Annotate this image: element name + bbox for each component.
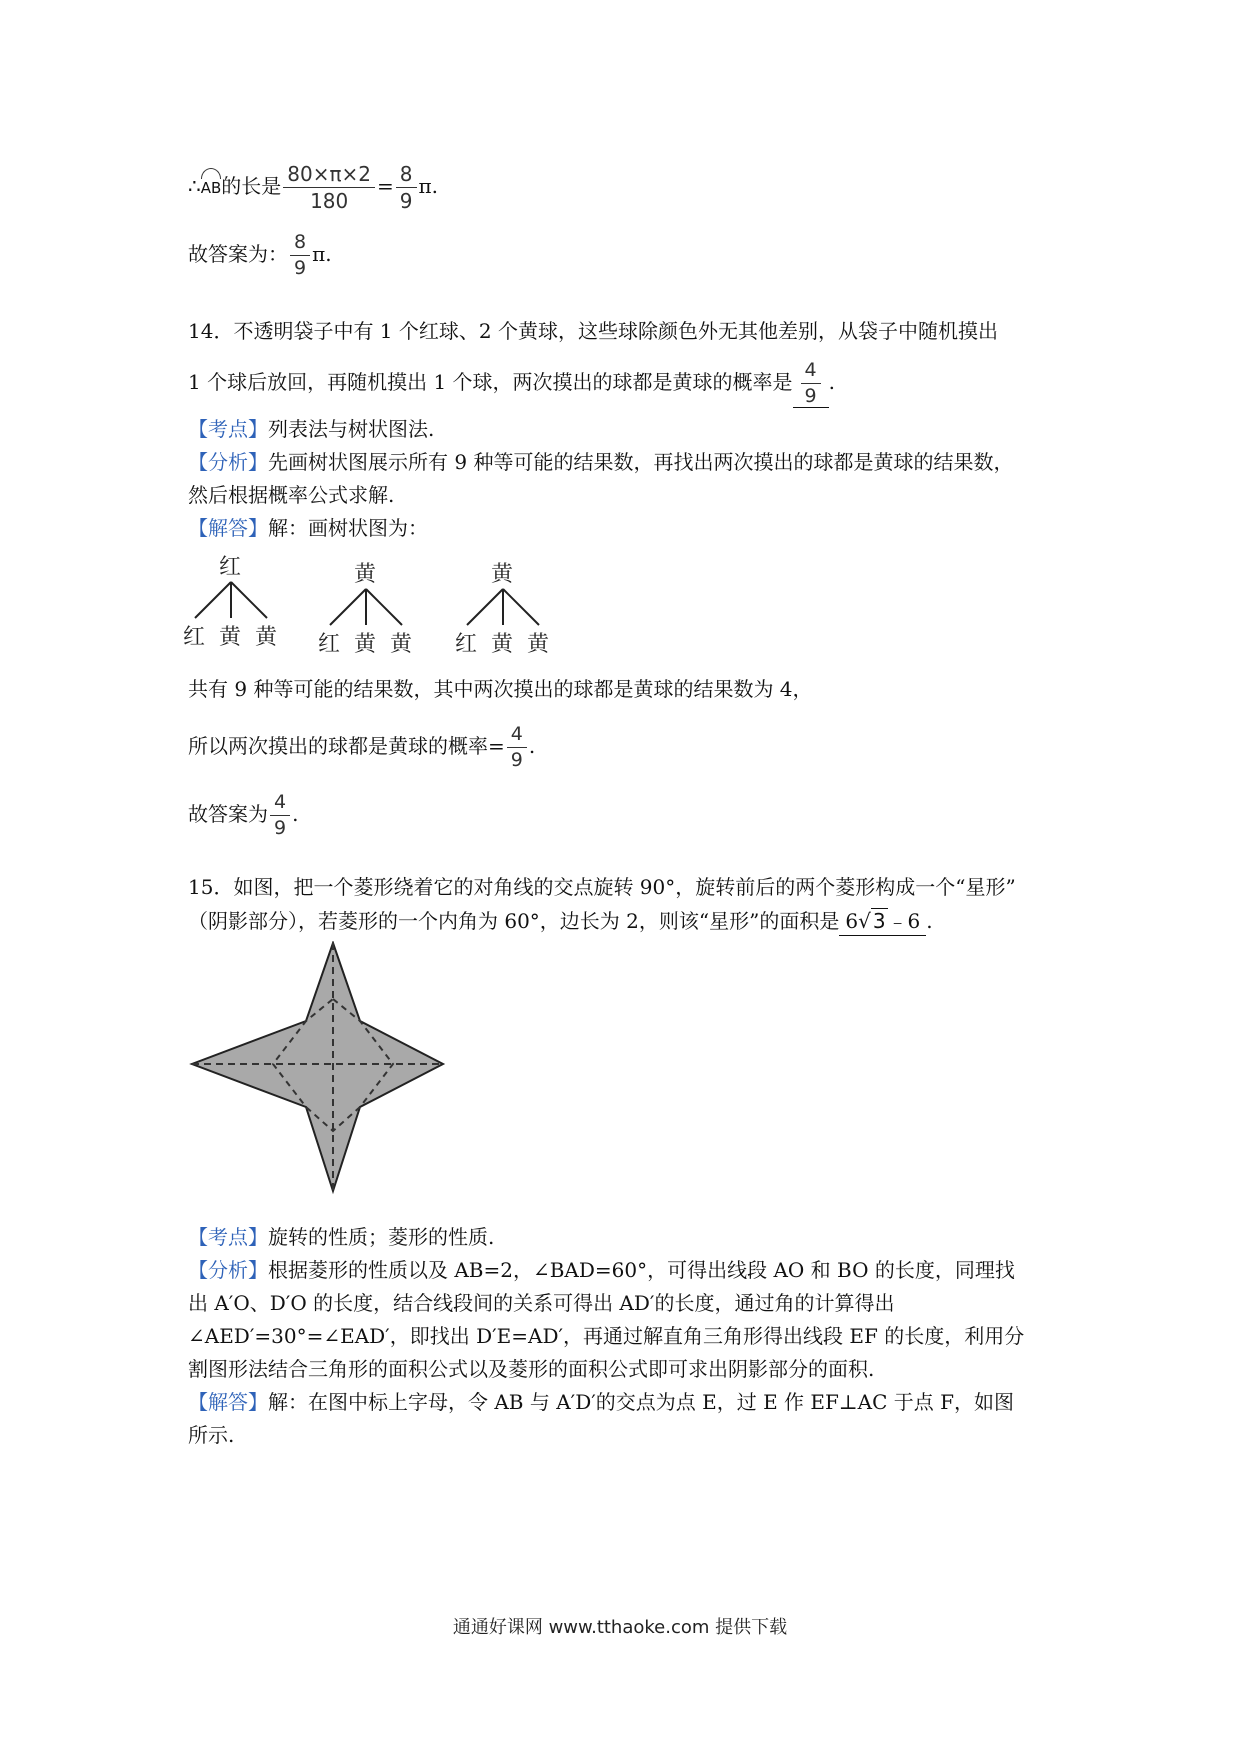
q15-fenxi xyxy=(188,1256,1015,1284)
prev-answer-line xyxy=(188,232,332,279)
q15-fenxi-cont1: 出 A′O、D′O 的长度，结合线段间的关系可得出 AD′的长度，通过角的计算得出 xyxy=(188,1291,895,1315)
jieda-text: 解：在图中标上字母，令 AB 与 A′D′的交点为点 E，过 E 作 EF⊥AC 于点 F，如图 xyxy=(268,1390,1015,1414)
tree-leaf: 黄 xyxy=(491,632,514,657)
page-footer: 通通好课网 www.tthaoke.com 提供下载 xyxy=(452,1617,788,1638)
fenxi-text: 根据菱形的性质以及 AB=2，∠BAD=60°，可得出线段 AO 和 BO 的长度，同理找 xyxy=(268,1258,1015,1282)
kaodian-text: 旋转的性质；菱形的性质. xyxy=(268,1225,495,1249)
q14-jieda xyxy=(188,514,428,542)
q15-jieda-cont: 所示. xyxy=(188,1423,235,1447)
probability-period: . xyxy=(528,734,536,758)
probability-text: 所以两次摸出的球都是黄球的概率= xyxy=(188,734,505,758)
q15-jieda xyxy=(188,1388,1014,1416)
fraction-numerator: 80×π×2 xyxy=(283,163,375,188)
q14-kaodian xyxy=(188,415,434,443)
arc-length-line xyxy=(188,163,438,212)
tree-leaf: 红 xyxy=(455,632,478,657)
q15-stem-text: （阴影部分），若菱形的一个内角为 60°，边长为 2，则该“星形”的面积是 xyxy=(188,909,840,933)
tree-leaf: 黄 xyxy=(354,632,377,657)
star-figure xyxy=(188,941,478,1201)
kaodian-tag: 【考点】 xyxy=(188,417,268,441)
arc-label: AB xyxy=(201,168,222,202)
q14-fenxi xyxy=(188,448,1013,476)
q14-stem-text: 1 个球后放回，再随机摸出 1 个球，两次摸出的球都是黄球的概率是 xyxy=(188,370,793,394)
tree-leaf: 红 xyxy=(183,625,206,650)
fraction-numerator: 4 xyxy=(270,792,290,816)
answer-coefficient: 6 xyxy=(845,909,859,933)
tree-diagram-2 xyxy=(318,555,418,660)
q14-stem-line1: 14．不透明袋子中有 1 个红球、2 个黄球，这些球除颜色外无其他差别，从袋子中随机摸出 xyxy=(188,319,998,343)
fraction-denominator: 9 xyxy=(804,385,817,407)
q15-fenxi-cont3: 割图形法结合三角形的面积公式以及菱形的面积公式即可求出阴影部分的面积. xyxy=(188,1357,875,1381)
fraction-denominator: 9 xyxy=(274,817,287,839)
q15-stem-line1: 15．如图，把一个菱形绕着它的对角线的交点旋转 90°，旋转前后的两个菱形构成一个“星形” xyxy=(188,875,1016,899)
q15-stem-period: . xyxy=(926,909,933,933)
tree-diagram-1 xyxy=(183,548,283,653)
answer-fraction xyxy=(290,232,310,279)
q15-stem-line2 xyxy=(188,907,933,936)
q14-final-answer-line xyxy=(188,792,298,839)
q15-kaodian xyxy=(188,1223,494,1251)
fraction-denominator: 9 xyxy=(294,257,307,279)
fraction-denominator: 9 xyxy=(399,189,413,213)
q14-stem-line2 xyxy=(188,360,835,408)
arc-length-fraction xyxy=(283,163,375,212)
fraction-numerator: 8 xyxy=(396,163,417,188)
kaodian-tag: 【考点】 xyxy=(188,1225,268,1249)
tree-root: 黄 xyxy=(491,562,514,587)
square-root: √ 3 xyxy=(858,909,886,933)
radicand: 3 xyxy=(872,909,886,933)
q14-stem-period: . xyxy=(828,370,835,394)
fraction-denominator: 9 xyxy=(510,749,523,771)
probability-fraction xyxy=(507,724,527,771)
q14-answer-fraction xyxy=(801,360,821,407)
equals-sign: = xyxy=(377,174,394,198)
q14-fenxi-cont: 然后根据概率公式求解. xyxy=(188,483,395,507)
fraction-numerator: 8 xyxy=(290,232,310,256)
answer-suffix: π. xyxy=(312,242,332,266)
therefore-symbol: ∴ xyxy=(188,174,201,198)
tree-leaf: 黄 xyxy=(527,632,550,657)
arc-result-suffix: π. xyxy=(418,174,439,198)
q14-answer-blank xyxy=(793,360,829,408)
final-answer-fraction xyxy=(270,792,290,839)
final-answer-period: . xyxy=(292,802,299,826)
fenxi-tag: 【分析】 xyxy=(188,1258,268,1282)
tree-root: 黄 xyxy=(354,562,377,587)
tree-leaf: 黄 xyxy=(219,625,242,650)
arc-result-fraction xyxy=(396,163,417,212)
fraction-numerator: 4 xyxy=(801,360,821,384)
q14-result-line: 共有 9 种等可能的结果数，其中两次摸出的球都是黄球的结果数为 4， xyxy=(188,677,813,701)
tree-leaf: 黄 xyxy=(255,625,278,650)
final-answer-prefix: 故答案为 xyxy=(188,802,268,826)
q14-probability-line xyxy=(188,724,535,771)
jieda-tag: 【解答】 xyxy=(188,516,268,540)
fraction-numerator: 4 xyxy=(507,724,527,748)
tree-root: 红 xyxy=(219,555,242,580)
tree-diagram-3 xyxy=(455,555,555,660)
arc-length-text: 的长是 xyxy=(221,174,282,198)
jieda-tag: 【解答】 xyxy=(188,1390,268,1414)
fraction-denominator: 180 xyxy=(310,189,349,213)
answer-rest: ﹣6 xyxy=(887,909,921,933)
tree-leaf: 红 xyxy=(318,632,341,657)
q15-fenxi-cont2: ∠AED′=30°=∠EAD′，即找出 D′E=AD′，再通过解直角三角形得出线段 EF 的长度，利用分 xyxy=(188,1324,1025,1348)
kaodian-text: 列表法与树状图法. xyxy=(268,417,435,441)
q15-answer-blank xyxy=(839,907,926,936)
fenxi-tag: 【分析】 xyxy=(188,450,268,474)
fenxi-text: 先画树状图展示所有 9 种等可能的结果数，再找出两次摸出的球都是黄球的结果数， xyxy=(268,450,1014,474)
jieda-text: 解：画树状图为： xyxy=(268,516,428,540)
tree-leaf: 黄 xyxy=(390,632,413,657)
answer-prefix: 故答案为： xyxy=(188,242,288,266)
